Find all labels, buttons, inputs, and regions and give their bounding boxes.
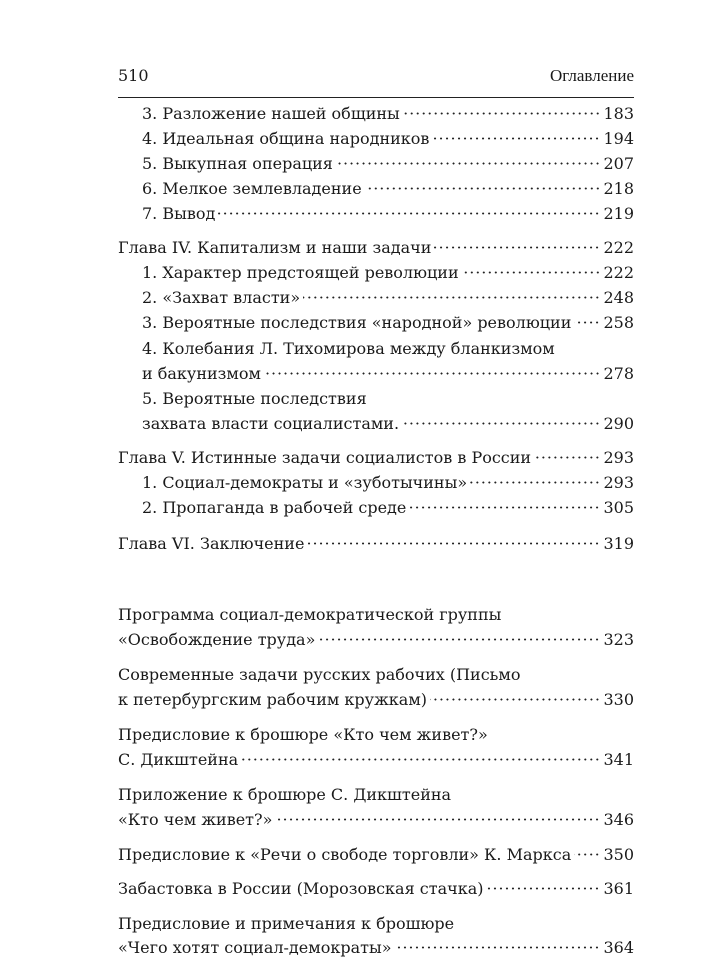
toc-page-number: 183 bbox=[603, 104, 634, 123]
leader-dots bbox=[403, 112, 601, 115]
toc-page-number: 194 bbox=[603, 129, 634, 148]
leader-dots bbox=[394, 946, 600, 949]
toc-entry: 1. Характер предстоящей революции 222 bbox=[142, 261, 634, 285]
toc-page-number: 305 bbox=[603, 498, 634, 517]
leader-dots bbox=[303, 296, 600, 299]
running-header bbox=[118, 66, 634, 92]
toc-entry-line1: Предисловие к брошюре «Кто чем живет?» bbox=[118, 725, 488, 744]
toc-entry: 3. Вероятные последствия «народной» революции 258 bbox=[142, 311, 634, 335]
leader-dots bbox=[275, 818, 600, 821]
toc-page-number: 293 bbox=[603, 448, 634, 467]
leader-dots bbox=[241, 758, 600, 761]
toc-entry: Предисловие к «Речи о свободе торговли» К. Маркса 350 bbox=[118, 843, 634, 867]
leader-dots bbox=[264, 372, 601, 375]
toc-entry-line1: Предисловие и примечания к брошюре bbox=[118, 914, 455, 933]
toc-entry-line1: 4. Колебания Л. Тихомирова между бланкизмом bbox=[142, 339, 555, 358]
toc-entry-line1: 5. Вероятные последствия bbox=[142, 389, 367, 408]
toc-page-number: 346 bbox=[603, 810, 634, 829]
toc-entry: и бакунизмом 278 bbox=[142, 362, 634, 386]
toc-page-number: 219 bbox=[603, 204, 634, 223]
toc-page-number: 319 bbox=[603, 534, 634, 553]
toc-page-number: 330 bbox=[603, 690, 634, 709]
leader-dots bbox=[486, 887, 600, 890]
leader-dots bbox=[574, 853, 600, 856]
leader-dots bbox=[470, 481, 600, 484]
toc-page-number: 248 bbox=[603, 288, 634, 307]
page-number: 510 bbox=[118, 66, 149, 85]
toc-entry: 4. Идеальная община народников 194 bbox=[142, 127, 634, 151]
toc-page-number: 341 bbox=[603, 750, 634, 769]
toc-page-number: 290 bbox=[603, 414, 634, 433]
leader-dots bbox=[307, 542, 600, 545]
toc-page-number: 323 bbox=[603, 630, 634, 649]
leader-dots bbox=[534, 456, 600, 459]
toc-entry: 2. Пропаганда в рабочей среде 305 bbox=[142, 496, 634, 520]
toc-entry: «Кто чем живет?» 346 bbox=[118, 808, 634, 832]
toc-entry: «Освобождение труда» 323 bbox=[118, 628, 634, 652]
toc-page-number: 361 bbox=[603, 879, 634, 898]
toc-entry: 6. Мелкое землевладение 218 bbox=[142, 177, 634, 201]
toc-chapter-entry: Глава V. Истинные задачи социалистов в России 293 bbox=[118, 446, 634, 470]
leader-dots bbox=[409, 506, 600, 509]
toc-entry: 3. Разложение нашей общины 183 bbox=[142, 102, 634, 126]
leader-dots bbox=[402, 422, 600, 425]
leader-dots bbox=[365, 187, 601, 190]
leader-dots bbox=[218, 212, 600, 215]
leader-dots bbox=[434, 246, 600, 249]
toc-entry: захвата власти социалистами. 290 bbox=[142, 412, 634, 436]
toc-entry-line1: Программа социал-демократической группы bbox=[118, 605, 502, 624]
toc-page-number: 207 bbox=[603, 154, 634, 173]
leader-dots bbox=[318, 638, 600, 641]
toc-page-number: 278 bbox=[603, 364, 634, 383]
toc-page-number: 350 bbox=[603, 845, 634, 864]
toc-page-number: 258 bbox=[603, 313, 634, 332]
toc-entry: 2. «Захват власти» 248 bbox=[142, 286, 634, 310]
toc-page-number: 364 bbox=[603, 938, 634, 957]
toc-entry: Забастовка в России (Морозовская стачка) 361 bbox=[118, 877, 634, 901]
toc-entry: «Чего хотят социал-демократы» 364 bbox=[118, 936, 634, 960]
toc-entry: С. Дикштейна 341 bbox=[118, 748, 634, 772]
toc-entry-line1: Приложение к брошюре С. Дикштейна bbox=[118, 785, 452, 804]
toc-entry: 5. Выкупная операция 207 bbox=[142, 152, 634, 176]
leader-dots bbox=[430, 698, 600, 701]
toc-chapter-entry: Глава IV. Капитализм и наши задачи 222 bbox=[118, 236, 634, 260]
toc-page-number: 218 bbox=[603, 179, 634, 198]
toc-entry: к петербургским рабочим кружкам) 330 bbox=[118, 688, 634, 712]
toc-page-number: 293 bbox=[603, 473, 634, 492]
leader-dots bbox=[432, 137, 600, 140]
running-title: Оглавление bbox=[550, 66, 634, 85]
leader-dots bbox=[574, 321, 600, 324]
toc-entry: 7. Вывод 219 bbox=[142, 202, 634, 226]
toc-page-number: 222 bbox=[603, 263, 634, 282]
toc-entry: 1. Социал-демократы и «зуботычины» 293 bbox=[142, 471, 634, 495]
toc-chapter-entry: Глава VI. Заключение 319 bbox=[118, 532, 634, 556]
leader-dots bbox=[336, 162, 601, 165]
leader-dots bbox=[462, 271, 601, 274]
header-rule bbox=[118, 97, 634, 98]
toc-page-number: 222 bbox=[603, 238, 634, 257]
toc-entry-line1: Современные задачи русских рабочих (Письмо bbox=[118, 665, 521, 684]
